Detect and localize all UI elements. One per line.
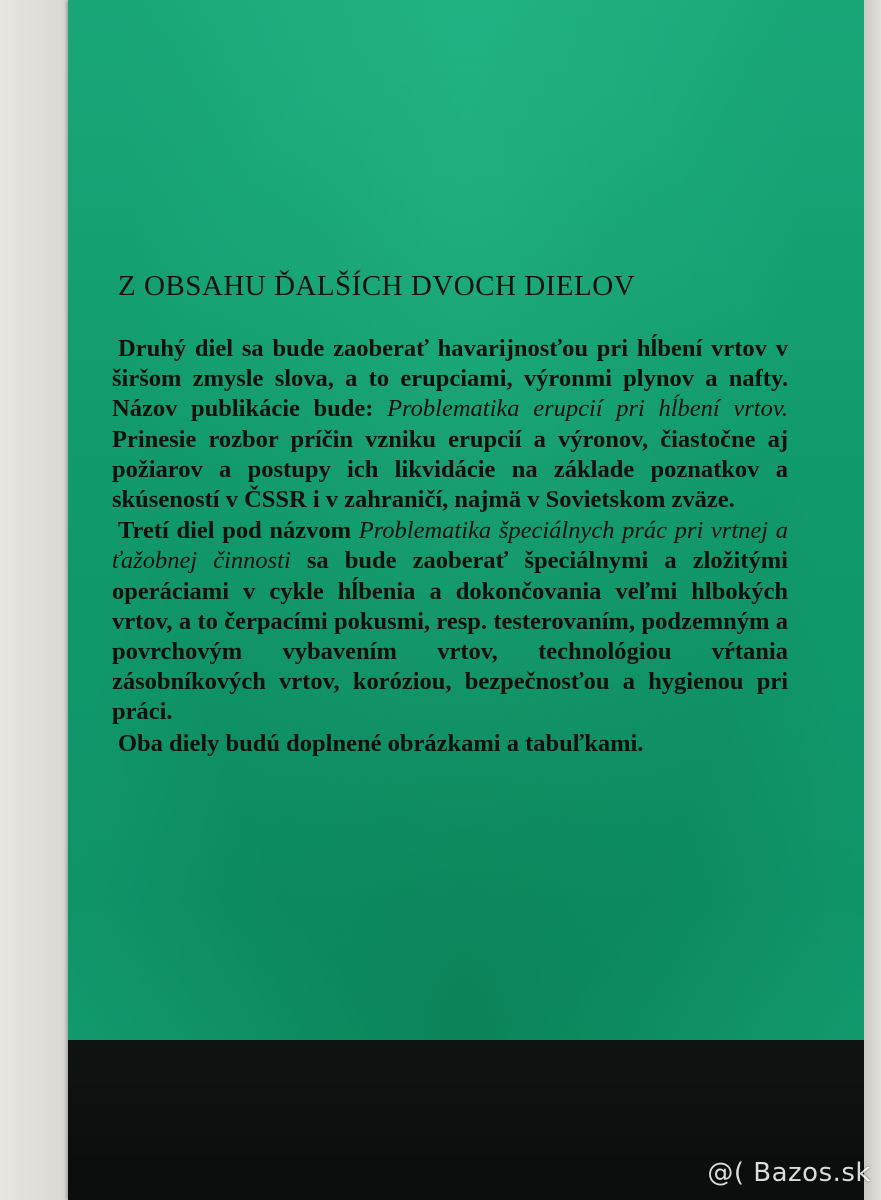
book-title-italic: Problematika špeciálnych prác pri vrtnej a ťažobnej činnosti: [112, 517, 788, 575]
paragraph-text: Tretí diel pod názvom: [118, 517, 359, 545]
paragraph-text: Oba diely budú doplnené obrázkami a tabuľkami.: [118, 729, 644, 757]
site-watermark: @( Bazos.sk: [707, 1158, 871, 1188]
section-heading: Z OBSAHU ĎALŠÍCH DVOCH DIELOV: [118, 270, 636, 302]
back-cover-text: [112, 258, 788, 759]
paragraph-second-volume: [112, 334, 788, 515]
paragraph-text: Druhý diel sa bude zaoberať havarijnosťou pri hĺbení vrtov v širšom zmysle slova, a to erupciami, výronmi plynov a nafty. Názov publikácie bude:: [112, 335, 788, 423]
paragraph-third-volume: [112, 516, 788, 727]
book-title-italic: Problematika erupcií pri hĺbení vrtov.: [387, 395, 788, 423]
paragraph-illustrations: [112, 729, 788, 759]
page-edge: [864, 0, 881, 1200]
paragraph-text: Prinesie rozbor príčin vzniku erupcií a výronov, čiastočne aj požiarov a postupy ich likvidácie na základe poznatkov a skúseností v ČSSR i v zahraničí, najmä v Sovietskom zväze.: [112, 425, 788, 514]
paragraph-text: sa bude zaoberať špeciálnymi a zložitými operáciami v cykle hĺbenia a dokončovania veľmi hlbokých vrtov, a to čerpacími pokusmi, resp. testerovaním, podzemným a povrchovým vybavením vrtov, technológiou vŕtania zásobníkových vrtov, koróziou, bezpečnosťou a hygienou pri práci.: [112, 547, 788, 726]
